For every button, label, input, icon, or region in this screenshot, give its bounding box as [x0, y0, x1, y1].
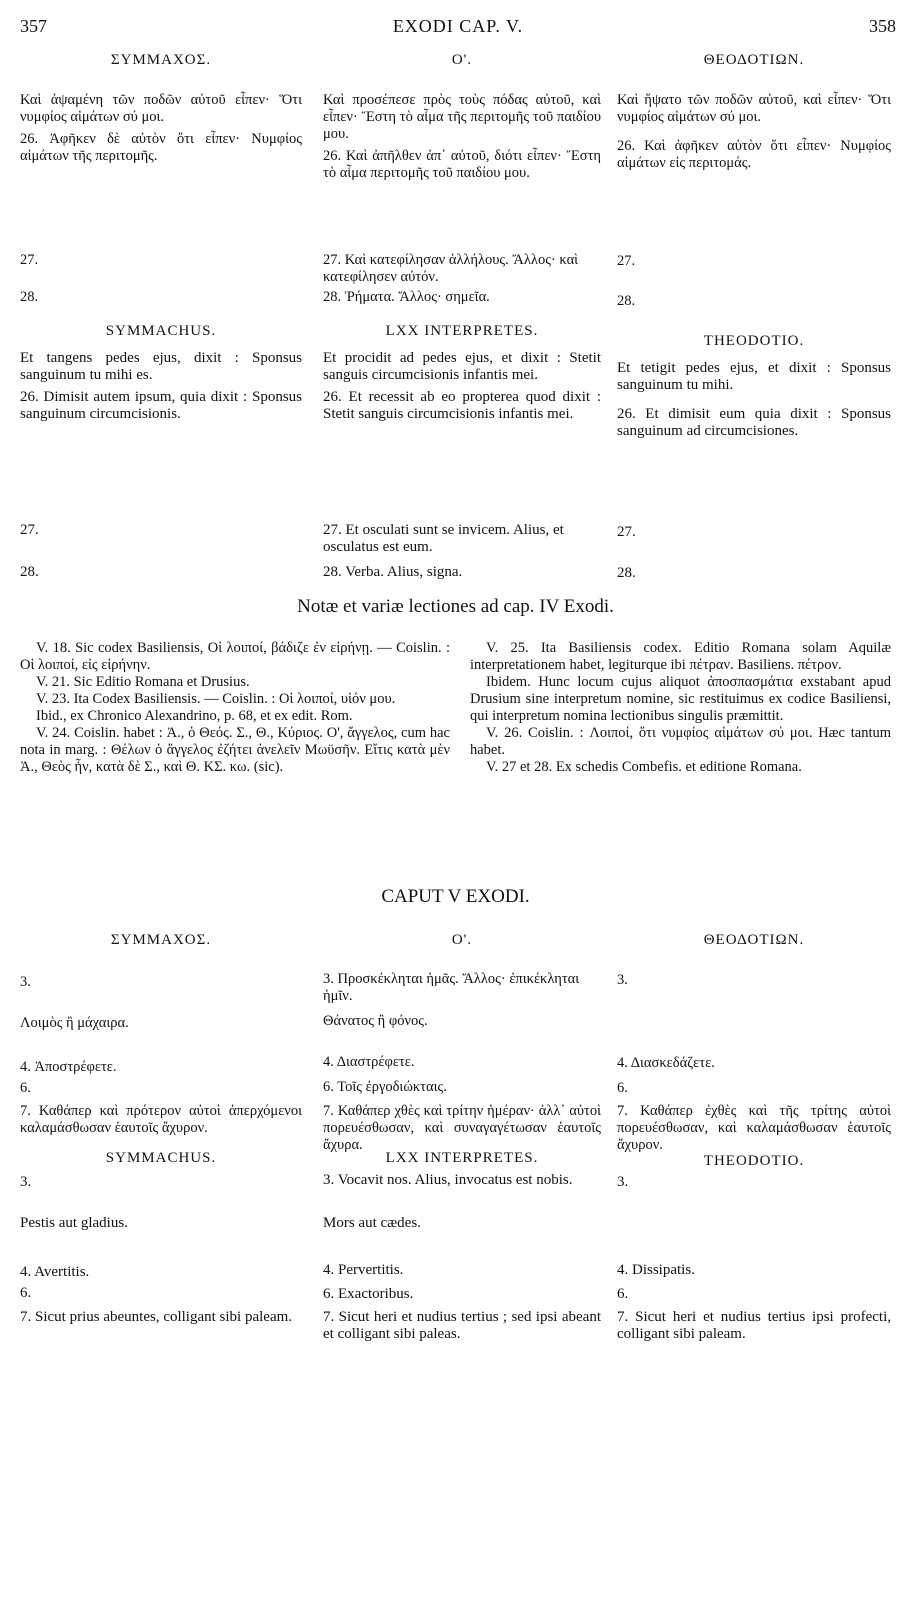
column-heading: ΣΥΜΜΑΧΟΣ.	[110, 932, 212, 948]
caput-title: CAPUT V EXODI.	[381, 886, 530, 907]
column-heading: LXX INTERPRETES.	[385, 323, 539, 339]
verse-6: 6. Exactoribus.	[323, 1286, 414, 1302]
column-heading: THEODOTIO.	[703, 333, 805, 349]
verse-6: 6.	[617, 1080, 628, 1096]
verse-27-symmachus-latin: 27.	[20, 522, 39, 538]
verse-4: 4. Διαστρέφετε.	[323, 1054, 415, 1070]
running-head	[20, 18, 896, 40]
column-heading: Ο'.	[451, 52, 473, 68]
symmachus-latin-column	[20, 323, 302, 428]
note: Ibid., ex Chronico Alexandrino, p. 68, et ex edit. Rom.	[36, 708, 353, 724]
theodotion-greek-column	[617, 52, 891, 177]
verse-27-lxx: 27. Καὶ κατεφίλησαν ἀλλήλους. Ἄλλος· καὶ κατεφίλησεν αὐτόν.	[323, 252, 579, 285]
note: V. 18. Sic codex Basiliensis, Οἱ λοιποί, βάδιζε ἐν εἰρήνῃ. — Coislin. : Οἱ λοιποί, εἰς εἰρήνην.	[20, 640, 450, 673]
notes-title: Notæ et variæ lectiones ad cap. IV Exodi.	[297, 596, 614, 617]
verse-27-theodotion: 27.	[617, 253, 636, 269]
verse-27-symmachus: 27.	[20, 252, 39, 268]
note: V. 23. Ita Codex Basiliensis. — Coislin. : Οἱ λοιποί, υἱόν μου.	[36, 691, 396, 707]
column-heading: ΣΥΜΜΑΧΟΣ.	[110, 52, 212, 68]
verse-7: 7. Sicut heri et nudius tertius ipsi profecti, colligant sibi paleam.	[617, 1309, 891, 1342]
verse-3: 3.	[20, 1174, 32, 1190]
column-heading: ΘΕΟΔΟΤΙΩΝ.	[703, 932, 805, 948]
note: V. 24. Coislin. habet : Ἀ., ὁ Θεός. Σ., Θ., Κύριος. Ο', ἄγγελος, cum hac nota in marg. : Θέλων ὁ ἄγγελος ἐζήτει ἀνελεῖν Μωϋσῆν. Εἴτις κατὰ μὲν Ἀ., Θεὸς ἦν, κατὰ δὲ Σ., καὶ Θ. ΚΣ. κω. (sic).	[20, 725, 450, 775]
verse-25: Et procidit ad pedes ejus, et dixit : Stetit sanguis circumcisionis infantis mei.	[323, 350, 601, 383]
verse-3-text: Λοιμὸς ἢ μάχαιρα.	[20, 1015, 129, 1031]
verse-26: 26. Et recessit ab eo propterea quod dixit : Stetit sanguis circumcisionis infantis mei.	[323, 389, 601, 422]
verse-7: 7. Sicut prius abeuntes, colligant sibi paleam.	[20, 1309, 293, 1325]
verse-6: 6.	[617, 1286, 629, 1302]
verse-4: 4. Pervertitis.	[323, 1262, 404, 1278]
verse-25: Καὶ προσέπεσε πρὸς τοὺς πόδας αὐτοῦ, καὶ εἶπεν· Ἔστη τὸ αἷμα τῆς περιτομῆς τοῦ παιδίου μου.	[323, 92, 601, 142]
verse-28-symmachus: 28.	[20, 289, 39, 305]
verse-25: Et tetigit pedes ejus, et dixit : Sponsus sanguinum tu mihi.	[617, 360, 891, 393]
page-number-left: 357	[20, 16, 47, 36]
verse-28-theodotion: 28.	[617, 293, 636, 309]
verse-3-text: Pestis aut gladius.	[20, 1215, 128, 1231]
verse-3: 3.	[617, 1174, 629, 1190]
verse-4: 4. Διασκεδάζετε.	[617, 1055, 715, 1071]
note: V. 25. Ita Basiliensis codex. Editio Romana solam Aquilæ interpretationem habet, legiturque ibi πέτραν. Basiliens. πέτρον.	[470, 640, 891, 673]
verse-3: 3. Προσκέκληται ἡμᾶς. Ἄλλος· ἐπικέκληται ἡμῖν.	[323, 971, 580, 1004]
verse-27-lxx-latin: 27. Et osculati sunt se invicem. Alius, et osculatus est eum.	[323, 522, 564, 555]
verse-28-lxx: 28. Ῥήματα. Ἄλλος· σημεῖα.	[323, 289, 490, 305]
verse-7: 7. Καθάπερ ἐχθὲς καὶ τῆς τρίτης αὐτοὶ πορευέσθωσαν, καὶ καλαμάσθωσαν ἑαυτοῖς ἄχυρον.	[617, 1103, 891, 1153]
lxx-latin-column	[323, 323, 601, 428]
verse-26: 26. Ἀφῆκεν δὲ αὐτὸν ὅτι εἶπεν· Νυμφίος αἱμάτων τῆς περιτομῆς.	[20, 131, 302, 164]
verse-3-text: Θάνατος ἢ φόνος.	[323, 1013, 428, 1029]
theodotio-latin-column	[617, 333, 891, 445]
verse-26: 26. Et dimisit eum quia dixit : Sponsus sanguinum ad circumcisiones.	[617, 406, 891, 439]
verse-4: 4. Ἀποστρέφετε.	[20, 1059, 117, 1075]
verse-3: 3.	[20, 974, 31, 990]
notes-right-column	[470, 640, 891, 776]
column-heading: Ο'.	[451, 932, 473, 948]
note: V. 21. Sic Editio Romana et Drusius.	[36, 674, 250, 690]
verse-4: 4. Dissipatis.	[617, 1262, 695, 1278]
verse-27-theodotio-latin: 27.	[617, 524, 636, 540]
verse-4: 4. Avertitis.	[20, 1264, 90, 1280]
column-heading: ΘΕΟΔΟΤΙΩΝ.	[703, 52, 805, 68]
verse-25: Καὶ ἥψατο τῶν ποδῶν αὐτοῦ, καὶ εἶπεν· Ὅτι νυμφίος αἱμάτων σύ μοι.	[617, 92, 891, 125]
verse-25: Et tangens pedes ejus, dixit : Sponsus sanguinum tu mihi es.	[20, 350, 302, 383]
verse-28-lxx-latin: 28. Verba. Alius, signa.	[323, 564, 463, 580]
notes-left-column	[20, 640, 450, 776]
note: V. 27 et 28. Ex schedis Combefis. et editione Romana.	[486, 759, 802, 775]
running-title: EXODI CAP. V.	[392, 16, 524, 36]
verse-3-text: Mors aut cædes.	[323, 1215, 421, 1231]
column-heading: LXX INTERPRETES.	[385, 1150, 539, 1166]
page-number-right: 358	[869, 16, 896, 36]
verse-3: 3.	[617, 972, 628, 988]
verse-28-theodotio-latin: 28.	[617, 565, 636, 581]
lxx-greek-column	[323, 52, 601, 187]
verse-6: 6. Τοῖς ἐργοδιώκταις.	[323, 1079, 447, 1095]
column-heading: SYMMACHUS.	[105, 323, 217, 339]
verse-26: 26. Καὶ ἀφῆκεν αὐτὸν ὅτι εἶπεν· Νυμφίος αἱμάτων εἰς περιτομάς.	[617, 138, 891, 171]
note: V. 26. Coislin. : Λοιποί, ὅτι νυμφίος αἱμάτων σύ μοι. Hæc tantum habet.	[470, 725, 891, 758]
verse-6: 6.	[20, 1285, 32, 1301]
verse-7: 7. Καθάπερ χθὲς καὶ τρίτην ἡμέραν· ἀλλ᾽ αὐτοὶ πορευέσθωσαν, καὶ συναγαγέτωσαν ἑαυτοῖς ἄχυρα.	[323, 1103, 601, 1153]
symmachus-greek-column	[20, 52, 302, 170]
verse-3: 3. Vocavit nos. Alius, invocatus est nobis.	[323, 1172, 573, 1188]
verse-28-symmachus-latin: 28.	[20, 564, 39, 580]
verse-7: 7. Καθάπερ καὶ πρότερον αὐτοὶ ἀπερχόμενοι καλαμάσθωσαν ἑαυτοῖς ἄχυρον.	[20, 1103, 302, 1136]
verse-26: 26. Dimisit autem ipsum, quia dixit : Sponsus sanguinum circumcisionis.	[20, 389, 302, 422]
verse-26: 26. Καὶ ἀπῆλθεν ἀπ᾽ αὐτοῦ, διότι εἶπεν· Ἔστη τὸ αἷμα περιτομῆς τοῦ παιδίου μου.	[323, 148, 601, 181]
verse-7: 7. Sicut heri et nudius tertius ; sed ipsi abeant et colligant sibi paleas.	[323, 1309, 601, 1342]
column-heading: SYMMACHUS.	[105, 1150, 217, 1166]
column-heading: THEODOTIO.	[703, 1153, 805, 1169]
verse-6: 6.	[20, 1080, 31, 1096]
verse-25: Καὶ ἀψαμένη τῶν ποδῶν αὐτοῦ εἶπεν· Ὅτι νυμφίος αἱμάτων σύ μοι.	[20, 92, 302, 125]
note: Ibidem. Hunc locum cujus aliquot ἀποσπασμάτια exstabant apud Drusium sine interpretum nomine, sic restituimus ex codice Basiliensi, qui interpretum nomina lectionibus singulis præmittit.	[470, 674, 891, 724]
